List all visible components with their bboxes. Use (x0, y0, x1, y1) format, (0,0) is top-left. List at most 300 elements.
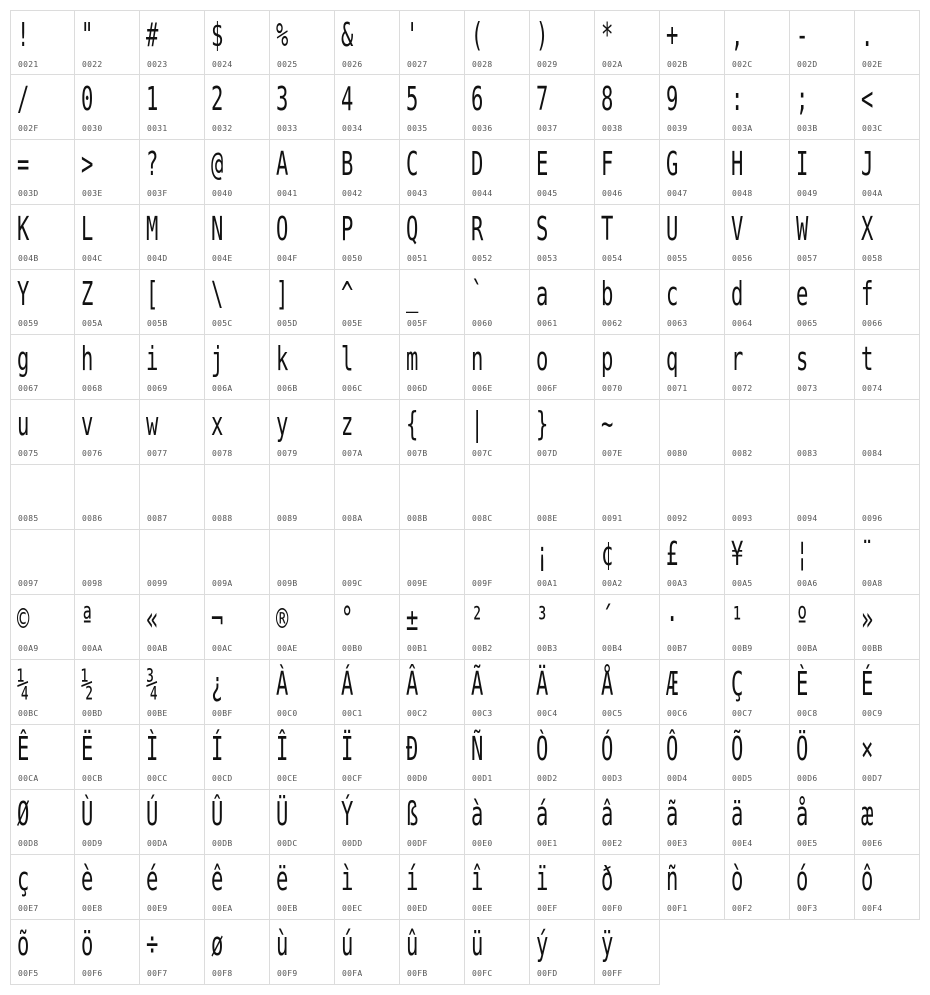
glyph-char: Ê (17, 729, 30, 768)
glyph-code-label: 003D (18, 189, 39, 198)
glyph-code-label: 0054 (602, 254, 623, 263)
glyph-char: Z (81, 274, 94, 313)
glyph-char: Y (17, 274, 30, 313)
glyph-char: Ý (341, 794, 354, 833)
glyph-cell (335, 725, 400, 790)
glyph-code-label: 00F8 (212, 969, 233, 978)
glyph-code-label: 0066 (862, 319, 883, 328)
glyph-char: < (861, 79, 874, 118)
glyph-cell (465, 920, 530, 985)
glyph-char: l (341, 339, 354, 378)
glyph-char: , (731, 15, 744, 54)
glyph-cell (790, 335, 855, 400)
glyph-cell (595, 270, 660, 335)
glyph-code-label: 0084 (862, 449, 883, 458)
glyph-char: - (796, 15, 809, 54)
glyph-cell (465, 400, 530, 465)
glyph-char: ® (276, 599, 289, 638)
glyph-cell (335, 855, 400, 920)
glyph-char: g (17, 339, 30, 378)
glyph-code-label: 0040 (212, 189, 233, 198)
glyph-char: Õ (731, 729, 744, 768)
glyph-code-label: 0036 (472, 124, 493, 133)
glyph-code-label: 00EE (472, 904, 493, 913)
glyph-char: ^ (341, 274, 354, 313)
glyph-char: î (471, 859, 484, 898)
glyph-code-label: 006E (472, 384, 493, 393)
glyph-cell (855, 335, 920, 400)
glyph-cell (530, 205, 595, 270)
glyph-char: ; (796, 79, 809, 118)
glyph-char: Ú (146, 794, 159, 833)
glyph-cell (465, 205, 530, 270)
glyph-char: f (861, 274, 874, 313)
glyph-code-label: 0065 (797, 319, 818, 328)
glyph-code-label: 0094 (797, 514, 818, 523)
glyph-code-label: 009E (407, 579, 428, 588)
glyph-char: ç (17, 859, 30, 898)
glyph-cell (140, 465, 205, 530)
glyph-char: ( (471, 15, 484, 54)
glyph-cell (335, 335, 400, 400)
glyph-cell (465, 75, 530, 140)
glyph-cell (465, 725, 530, 790)
glyph-cell (530, 855, 595, 920)
glyph-cell (335, 75, 400, 140)
glyph-char: w (146, 404, 159, 443)
glyph-cell (400, 530, 465, 595)
glyph-char: ñ (666, 859, 679, 898)
glyph-cell (660, 335, 725, 400)
glyph-char: . (861, 15, 874, 54)
glyph-char: û (406, 924, 419, 963)
glyph-code-label: 005B (147, 319, 168, 328)
glyph-cell (595, 465, 660, 530)
glyph-cell (75, 920, 140, 985)
glyph-code-label: 00D7 (862, 774, 883, 783)
glyph-cell (725, 595, 790, 660)
glyph-cell (660, 400, 725, 465)
glyph-char: E (536, 144, 549, 183)
glyph-code-label: 004D (147, 254, 168, 263)
glyph-char: Ã (471, 664, 484, 703)
glyph-cell (595, 75, 660, 140)
glyph-char: M (146, 209, 159, 248)
glyph-char: ÷ (146, 924, 159, 963)
glyph-char: P (341, 209, 354, 248)
glyph-cell (335, 660, 400, 725)
glyph-char: H (731, 144, 744, 183)
glyph-cell (140, 660, 205, 725)
glyph-cell (335, 790, 400, 855)
glyph-cell (530, 400, 595, 465)
glyph-cell (855, 140, 920, 205)
glyph-cell (140, 205, 205, 270)
glyph-code-label: 00EC (342, 904, 363, 913)
glyph-cell (725, 465, 790, 530)
glyph-cell (400, 595, 465, 660)
glyph-cell (10, 10, 75, 75)
glyph-char: ! (17, 15, 30, 54)
glyph-char: à (471, 794, 484, 833)
glyph-char: á (536, 794, 549, 833)
glyph-char: U (666, 209, 679, 248)
glyph-cell (10, 140, 75, 205)
glyph-char: ü (471, 924, 484, 963)
glyph-char: m (406, 339, 419, 378)
glyph-char: ` (471, 274, 484, 313)
glyph-code-label: 00BB (862, 644, 883, 653)
glyph-code-label: 0088 (212, 514, 233, 523)
glyph-code-label: 0099 (147, 579, 168, 588)
glyph-code-label: 00F7 (147, 969, 168, 978)
glyph-cell (75, 465, 140, 530)
glyph-cell (335, 400, 400, 465)
glyph-cell (75, 530, 140, 595)
glyph-code-label: 0082 (732, 449, 753, 458)
glyph-cell (725, 660, 790, 725)
glyph-cell (10, 335, 75, 400)
glyph-cell (205, 725, 270, 790)
glyph-code-label: 0035 (407, 124, 428, 133)
glyph-cell (205, 920, 270, 985)
glyph-char: O (276, 209, 289, 248)
glyph-code-label: 002F (18, 124, 39, 133)
glyph-code-label: 002D (797, 60, 818, 69)
glyph-char: Ó (601, 729, 614, 768)
glyph-char: Ä (536, 664, 549, 703)
glyph-code-label: 0041 (277, 189, 298, 198)
glyph-code-label: 00B1 (407, 644, 428, 653)
glyph-code-label: 0055 (667, 254, 688, 263)
glyph-code-label: 0071 (667, 384, 688, 393)
glyph-code-label: 00A3 (667, 579, 688, 588)
glyph-code-label: 0050 (342, 254, 363, 263)
glyph-code-label: 00ED (407, 904, 428, 913)
glyph-cell (270, 400, 335, 465)
glyph-char: Æ (666, 664, 679, 703)
glyph-cell (205, 270, 270, 335)
glyph-code-label: 002C (732, 60, 753, 69)
glyph-code-label: 0044 (472, 189, 493, 198)
glyph-cell (140, 10, 205, 75)
glyph-code-label: 0097 (18, 579, 39, 588)
glyph-code-label: 004F (277, 254, 298, 263)
glyph-code-label: 00BF (212, 709, 233, 718)
glyph-code-label: 00C6 (667, 709, 688, 718)
glyph-code-label: 0080 (667, 449, 688, 458)
glyph-code-label: 00FA (342, 969, 363, 978)
glyph-code-label: 0028 (472, 60, 493, 69)
glyph-code-label: 00A5 (732, 579, 753, 588)
glyph-code-label: 00F0 (602, 904, 623, 913)
glyph-code-label: 0069 (147, 384, 168, 393)
glyph-char: Á (341, 664, 354, 703)
glyph-char: © (17, 599, 30, 638)
glyph-char: o (536, 339, 549, 378)
glyph-char: ¢ (601, 534, 614, 573)
glyph-cell (530, 920, 595, 985)
glyph-char: V (731, 209, 744, 248)
glyph-char: ) (536, 15, 549, 54)
glyph-cell (855, 270, 920, 335)
glyph-char: Â (406, 664, 419, 703)
glyph-char: | (471, 404, 484, 443)
glyph-char: ] (276, 274, 289, 313)
glyph-cell (660, 270, 725, 335)
glyph-char: R (471, 209, 484, 248)
glyph-char: * (601, 15, 614, 54)
glyph-code-label: 00AB (147, 644, 168, 653)
glyph-code-label: 0051 (407, 254, 428, 263)
glyph-char: K (17, 209, 30, 248)
glyph-code-label: 007E (602, 449, 623, 458)
glyph-char: õ (17, 924, 30, 963)
glyph-cell (530, 10, 595, 75)
glyph-char: Q (406, 209, 419, 248)
glyph-cell (335, 140, 400, 205)
glyph-cell (465, 530, 530, 595)
glyph-cell (725, 790, 790, 855)
glyph-char: ø (211, 924, 224, 963)
glyph-code-label: 006B (277, 384, 298, 393)
glyph-code-label: 007A (342, 449, 363, 458)
glyph-cell (75, 790, 140, 855)
glyph-cell (790, 205, 855, 270)
glyph-code-label: 00BC (18, 709, 39, 718)
glyph-code-label: 00BD (82, 709, 103, 718)
glyph-code-label: 009A (212, 579, 233, 588)
glyph-char: d (731, 274, 744, 313)
glyph-cell (465, 790, 530, 855)
glyph-code-label: 005D (277, 319, 298, 328)
glyph-cell (75, 335, 140, 400)
glyph-cell (270, 465, 335, 530)
glyph-code-label: 00D8 (18, 839, 39, 848)
glyph-code-label: 0046 (602, 189, 623, 198)
glyph-cell (140, 335, 205, 400)
glyph-cell (400, 270, 465, 335)
glyph-code-label: 00EF (537, 904, 558, 913)
glyph-cell (205, 595, 270, 660)
glyph-cell (855, 10, 920, 75)
glyph-char: ´ (601, 599, 614, 638)
glyph-code-label: 00DF (407, 839, 428, 848)
glyph-cell (400, 465, 465, 530)
glyph-code-label: 006D (407, 384, 428, 393)
glyph-char: > (81, 144, 94, 183)
glyph-code-label: 00CE (277, 774, 298, 783)
glyph-cell (400, 855, 465, 920)
glyph-char: n (471, 339, 484, 378)
glyph-code-label: 00B4 (602, 644, 623, 653)
glyph-code-label: 00D4 (667, 774, 688, 783)
glyph-cell (75, 725, 140, 790)
glyph-cell (465, 465, 530, 530)
glyph-code-label: 0033 (277, 124, 298, 133)
glyph-code-label: 002A (602, 60, 623, 69)
glyph-char: h (81, 339, 94, 378)
glyph-code-label: 00F2 (732, 904, 753, 913)
glyph-code-label: 00E0 (472, 839, 493, 848)
glyph-cell (855, 660, 920, 725)
glyph-cell (790, 270, 855, 335)
glyph-char: È (796, 664, 809, 703)
glyph-char: ò (731, 859, 744, 898)
glyph-char: 4 (341, 79, 354, 118)
glyph-char: Ø (17, 794, 30, 833)
glyph-code-label: 00D1 (472, 774, 493, 783)
glyph-code-label: 0047 (667, 189, 688, 198)
glyph-char: å (796, 794, 809, 833)
glyph-cell (855, 790, 920, 855)
glyph-code-label: 00AC (212, 644, 233, 653)
glyph-cell (530, 335, 595, 400)
glyph-code-label: 004B (18, 254, 39, 263)
glyph-cell (595, 140, 660, 205)
glyph-char: \ (211, 274, 224, 313)
glyph-code-label: 00FD (537, 969, 558, 978)
glyph-code-label: 00A8 (862, 579, 883, 588)
glyph-char: Ô (666, 729, 679, 768)
glyph-code-label: 007B (407, 449, 428, 458)
glyph-char: x (211, 404, 224, 443)
glyph-code-label: 00D6 (797, 774, 818, 783)
glyph-cell (400, 790, 465, 855)
glyph-code-label: 0037 (537, 124, 558, 133)
glyph-code-label: 00EB (277, 904, 298, 913)
glyph-cell (790, 75, 855, 140)
glyph-char: Ð (406, 729, 419, 768)
glyph-char: [ (146, 274, 159, 313)
glyph-char: è (81, 859, 94, 898)
glyph-char: í (406, 859, 419, 898)
glyph-cell (205, 335, 270, 400)
glyph-char: _ (406, 274, 419, 313)
glyph-code-label: 007C (472, 449, 493, 458)
glyph-cell (140, 855, 205, 920)
glyph-code-label: 0038 (602, 124, 623, 133)
glyph-char: × (861, 729, 874, 768)
glyph-char: c (666, 274, 679, 313)
glyph-code-label: 00FF (602, 969, 623, 978)
glyph-char: ð (601, 859, 614, 898)
glyph-cell (205, 790, 270, 855)
glyph-cell (465, 595, 530, 660)
glyph-char: ¥ (731, 534, 744, 573)
glyph-char: { (406, 404, 419, 443)
glyph-cell (205, 855, 270, 920)
glyph-cell (595, 725, 660, 790)
glyph-cell (530, 270, 595, 335)
glyph-cell (530, 140, 595, 205)
glyph-char: J (861, 144, 874, 183)
glyph-cell (205, 465, 270, 530)
glyph-code-label: 0061 (537, 319, 558, 328)
glyph-cell (140, 920, 205, 985)
glyph-cell (270, 530, 335, 595)
glyph-char: = (17, 144, 30, 183)
glyph-code-label: 00C4 (537, 709, 558, 718)
glyph-cell (855, 725, 920, 790)
glyph-code-label: 00E6 (862, 839, 883, 848)
glyph-code-label: 0062 (602, 319, 623, 328)
glyph-char: 1 (146, 79, 159, 118)
glyph-cell (335, 270, 400, 335)
glyph-code-label: 00D9 (82, 839, 103, 848)
glyph-cell (725, 855, 790, 920)
glyph-cell (140, 75, 205, 140)
glyph-char: e (796, 274, 809, 313)
glyph-cell (10, 790, 75, 855)
glyph-code-label: 002B (667, 60, 688, 69)
glyph-code-label: 0079 (277, 449, 298, 458)
glyph-char: B (341, 144, 354, 183)
glyph-code-label: 0056 (732, 254, 753, 263)
glyph-code-label: 00F6 (82, 969, 103, 978)
glyph-code-label: 0039 (667, 124, 688, 133)
glyph-code-label: 0085 (18, 514, 39, 523)
glyph-char: b (601, 274, 614, 313)
glyph-code-label: 0042 (342, 189, 363, 198)
glyph-grid (10, 10, 920, 985)
glyph-char: Ï (341, 729, 354, 768)
glyph-cell (400, 10, 465, 75)
glyph-char: Ç (731, 664, 744, 703)
glyph-cell (205, 530, 270, 595)
glyph-code-label: 0045 (537, 189, 558, 198)
glyph-char: ° (341, 599, 354, 638)
glyph-char: : (731, 79, 744, 118)
glyph-code-label: 0093 (732, 514, 753, 523)
glyph-cell (660, 660, 725, 725)
glyph-char: A (276, 144, 289, 183)
glyph-char: v (81, 404, 94, 443)
glyph-char: D (471, 144, 484, 183)
glyph-cell (75, 10, 140, 75)
glyph-cell (595, 855, 660, 920)
glyph-cell (725, 400, 790, 465)
glyph-code-label: 0032 (212, 124, 233, 133)
glyph-code-label: 0074 (862, 384, 883, 393)
glyph-code-label: 00A2 (602, 579, 623, 588)
glyph-cell (595, 530, 660, 595)
glyph-char: L (81, 209, 94, 248)
glyph-cell (660, 530, 725, 595)
glyph-char: ¡ (536, 534, 549, 573)
glyph-char: @ (211, 144, 224, 183)
glyph-char: C (406, 144, 419, 183)
glyph-code-label: 0030 (82, 124, 103, 133)
glyph-char: ª (81, 599, 94, 638)
glyph-cell (790, 465, 855, 530)
glyph-cell (400, 335, 465, 400)
glyph-cell (270, 660, 335, 725)
glyph-char: W (796, 209, 809, 248)
glyph-char: $ (211, 15, 224, 54)
glyph-char: S (536, 209, 549, 248)
glyph-cell (855, 75, 920, 140)
glyph-code-label: 00C3 (472, 709, 493, 718)
glyph-code-label: 0021 (18, 60, 39, 69)
glyph-cell (140, 595, 205, 660)
glyph-char: ë (276, 859, 289, 898)
glyph-cell (270, 920, 335, 985)
glyph-char: 5 (406, 79, 419, 118)
glyph-code-label: 00FC (472, 969, 493, 978)
glyph-code-label: 0083 (797, 449, 818, 458)
glyph-char: ì (341, 859, 354, 898)
